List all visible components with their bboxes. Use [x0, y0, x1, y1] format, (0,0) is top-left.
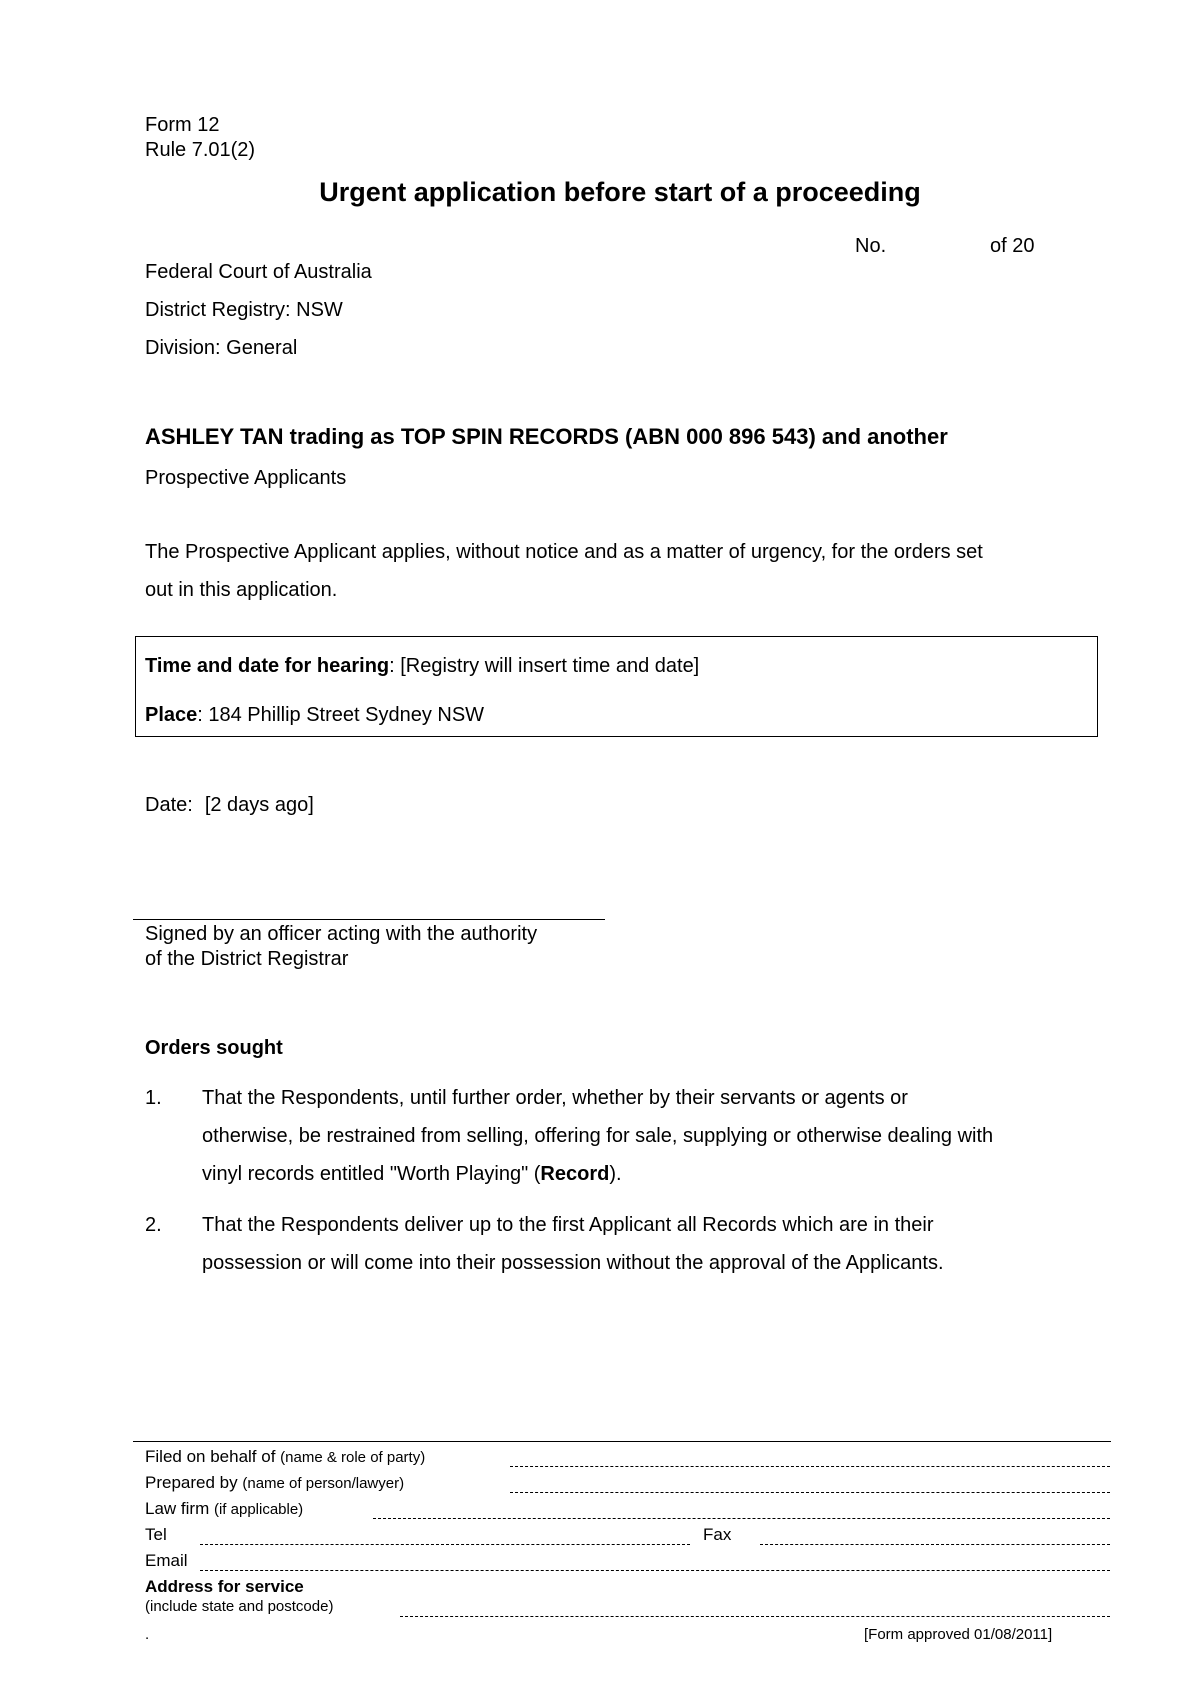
hearing-place-label: Place [145, 704, 198, 726]
law-firm-hint: (if applicable) [213, 1501, 304, 1518]
form-approved-note: [Form approved 01/08/2011] [864, 1626, 1053, 1643]
date-row [145, 793, 314, 817]
order-1-number: 1. [145, 1087, 162, 1109]
order-2-line-1: That the Respondents deliver up to the first Applicant all Records which are in their [202, 1214, 934, 1236]
case-year-label: of 20 [990, 235, 1035, 257]
law-firm-row [145, 1499, 303, 1519]
prepared-label: Prepared by [145, 1473, 238, 1492]
order-1-line-3 [202, 1162, 622, 1186]
tel-field-line[interactable] [200, 1544, 690, 1545]
filed-on-behalf-row [145, 1447, 425, 1467]
orders-heading: Orders sought [145, 1037, 283, 1059]
filed-field-line[interactable] [510, 1466, 1110, 1467]
prepared-field-line[interactable] [510, 1492, 1110, 1493]
order-2-line-2: possession or will come into their possession without the approval of the Applicants. [202, 1252, 944, 1274]
prepared-hint: (name of person/lawyer) [242, 1475, 405, 1492]
address-hint: (include state and postcode) [145, 1598, 334, 1615]
signature-caption-line-1: Signed by an officer acting with the authority [145, 923, 538, 945]
order-2-number: 2. [145, 1214, 162, 1236]
hearing-place-row [145, 703, 484, 727]
court-name: Federal Court of Australia [145, 261, 372, 283]
order-1-line-2: otherwise, be restrained from selling, offering for sale, supplying or otherwise dealing with [202, 1125, 994, 1147]
footer-dot: . [145, 1626, 150, 1643]
applicant-name: ASHLEY TAN trading as TOP SPIN RECORDS (ABN 000 896 543) and another [145, 424, 948, 449]
district-registry: District Registry: NSW [145, 299, 343, 321]
date-value: [2 days ago] [204, 794, 314, 816]
law-firm-field-line[interactable] [373, 1518, 1110, 1519]
application-statement-line-1: The Prospective Applicant applies, without notice and as a matter of urgency, for the orders set [145, 541, 983, 563]
law-firm-label: Law firm [145, 1499, 210, 1518]
division: Division: General [145, 337, 298, 359]
order-1-defined-term: Record [540, 1163, 610, 1185]
tel-label: Tel [145, 1525, 167, 1544]
address-for-service-label: Address for service [145, 1577, 304, 1596]
form-number: Form 12 [145, 114, 220, 136]
signature-line [133, 919, 605, 920]
footer-rule [133, 1441, 1111, 1442]
order-1-line-3-text: vinyl records entitled "Worth Playing" ( [202, 1163, 541, 1185]
fax-label: Fax [703, 1525, 732, 1544]
hearing-time-label: Time and date for hearing [145, 655, 390, 677]
email-field-line[interactable] [200, 1570, 1110, 1571]
hearing-time-value: : [Registry will insert time and date] [389, 655, 700, 677]
address-field-line[interactable] [400, 1616, 1110, 1617]
date-label: Date: [145, 794, 193, 816]
case-number-label: No. [855, 235, 887, 257]
email-label: Email [145, 1551, 188, 1570]
rule-number: Rule 7.01(2) [145, 139, 256, 161]
filed-hint: (name & role of party) [280, 1449, 426, 1466]
page-title: Urgent application before start of a proceeding [319, 177, 921, 207]
hearing-time-row [145, 654, 699, 678]
hearing-place-value: : 184 Phillip Street Sydney NSW [197, 704, 485, 726]
signature-caption-line-2: of the District Registrar [145, 948, 349, 970]
fax-field-line[interactable] [760, 1544, 1110, 1545]
order-1-line-1: That the Respondents, until further order, whether by their servants or agents or [202, 1087, 908, 1109]
prepared-by-row [145, 1473, 404, 1493]
party-role: Prospective Applicants [145, 467, 347, 489]
filed-label: Filed on behalf of [145, 1447, 276, 1466]
application-statement-line-2: out in this application. [145, 579, 338, 601]
order-1-line-3-end: ). [609, 1163, 622, 1185]
